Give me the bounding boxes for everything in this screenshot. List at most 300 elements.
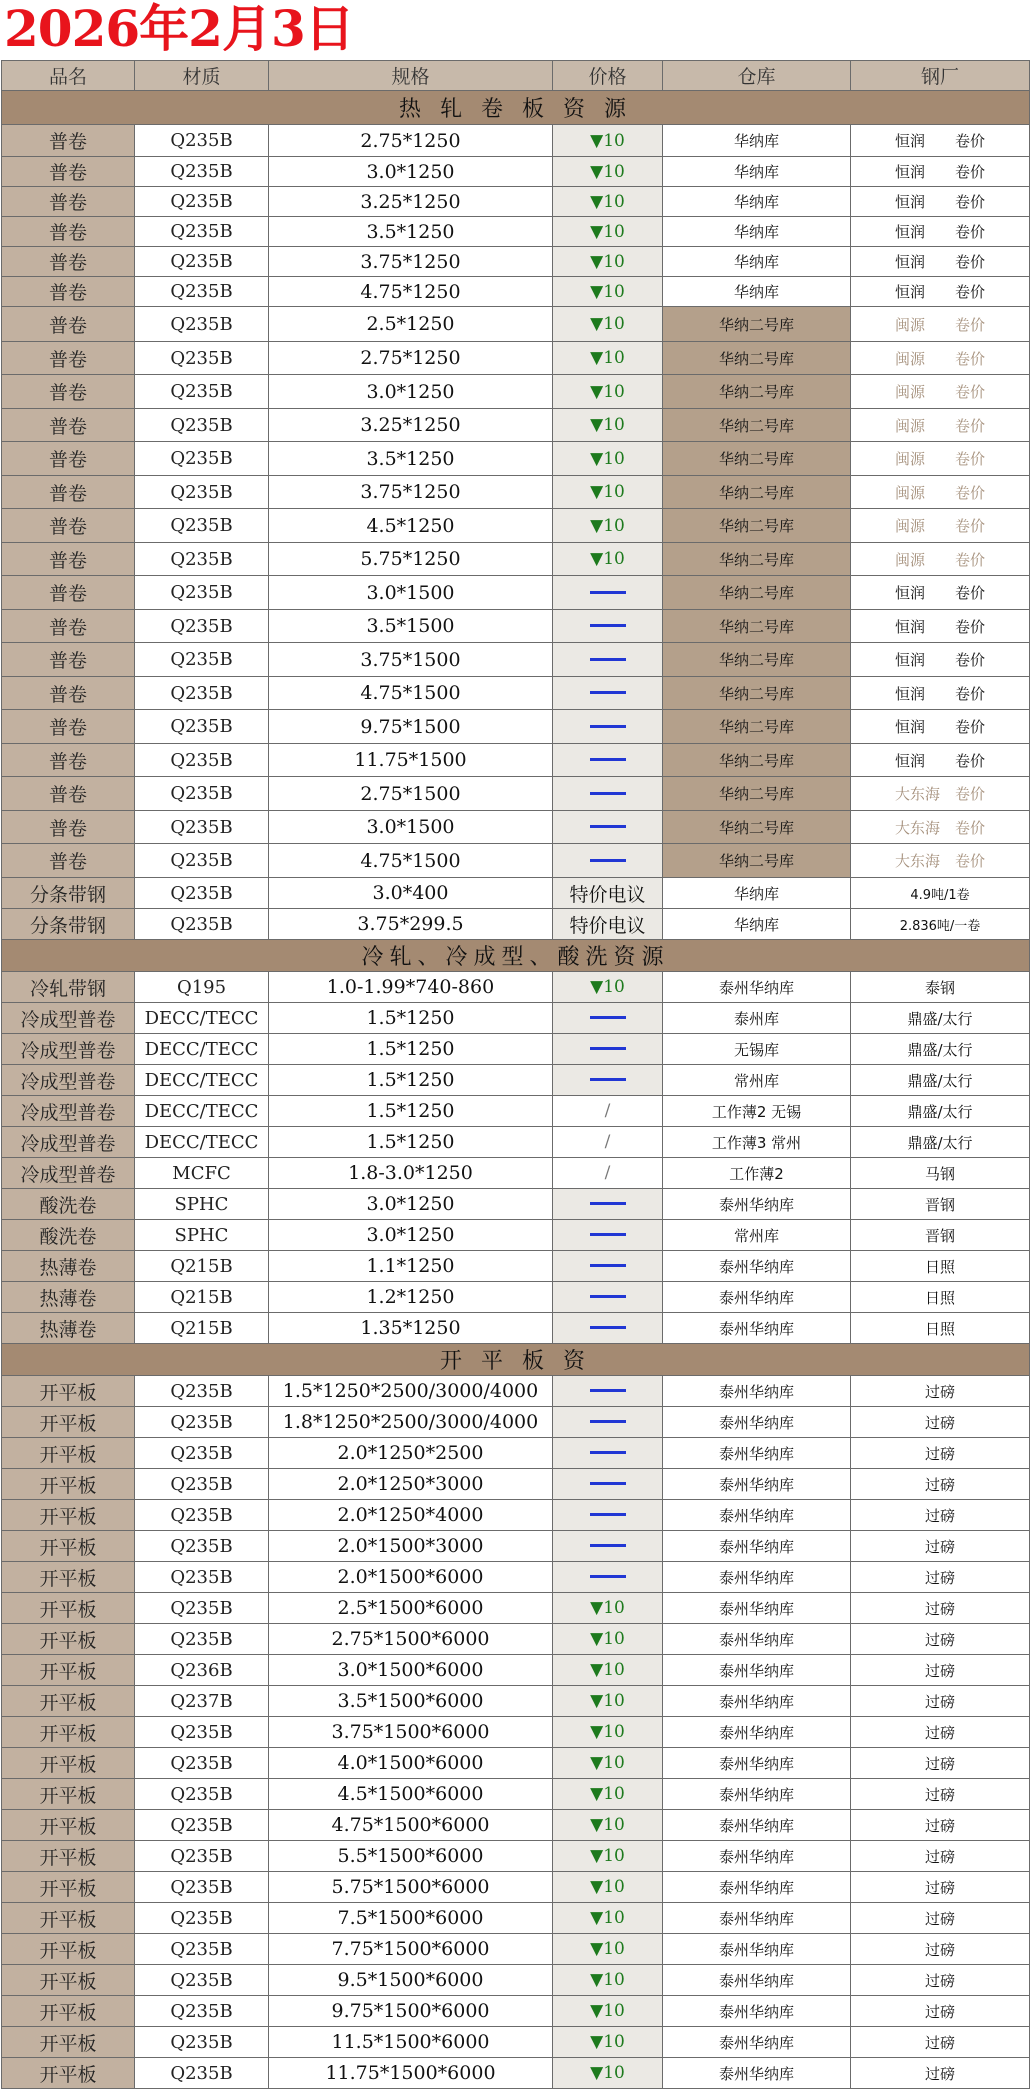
warehouse-cell: 泰州库 [663, 1003, 851, 1034]
warehouse-cell: 泰州华纳库 [663, 2058, 851, 2089]
table-row [2, 1003, 1030, 1034]
warehouse-cell: 泰州华纳库 [663, 1500, 851, 1531]
mill-cell: 恒润 卷价 [851, 247, 1030, 277]
warehouse-cell: 华纳库 [663, 187, 851, 217]
material-cell: Q235B [135, 1376, 269, 1407]
spec-cell: 1.35*1250 [269, 1313, 553, 1344]
material-cell: Q235B [135, 277, 269, 307]
table-row [2, 509, 1030, 543]
dash-icon [590, 825, 626, 828]
price-change: ▼10 [590, 281, 625, 302]
material-cell: SPHC [135, 1220, 269, 1251]
price-cell [553, 1376, 663, 1407]
product-name-cell: 冷成型普卷 [2, 1003, 135, 1034]
material-cell: Q235B [135, 1531, 269, 1562]
spec-cell: 4.0*1500*6000 [269, 1748, 553, 1779]
mill-cell: 恒润 卷价 [851, 744, 1030, 777]
product-name-cell: 分条带钢 [2, 909, 135, 940]
material-cell: Q235B [135, 1903, 269, 1934]
table-row [2, 543, 1030, 576]
dash-icon [590, 1575, 626, 1578]
material-cell: Q235B [135, 1841, 269, 1872]
product-name-cell: 酸洗卷 [2, 1220, 135, 1251]
price-cell [553, 1034, 663, 1065]
material-cell: Q235B [135, 543, 269, 576]
dash-icon [590, 691, 626, 694]
material-cell: Q235B [135, 342, 269, 375]
table-row [2, 1717, 1030, 1748]
warehouse-cell: 华纳库 [663, 277, 851, 307]
mill-cell: 闽源 卷价 [851, 509, 1030, 543]
warehouse-cell: 泰州华纳库 [663, 1282, 851, 1313]
product-name-cell: 分条带钢 [2, 878, 135, 909]
spec-cell: 7.5*1500*6000 [269, 1903, 553, 1934]
product-name-cell: 普卷 [2, 442, 135, 476]
price-slash: / [604, 1101, 611, 1121]
material-cell: Q235B [135, 1562, 269, 1593]
table-row [2, 1096, 1030, 1127]
product-name-cell: 普卷 [2, 677, 135, 710]
table-row [2, 744, 1030, 777]
material-cell: Q235B [135, 1748, 269, 1779]
warehouse-cell: 泰州华纳库 [663, 1376, 851, 1407]
price-change: ▼10 [590, 482, 625, 502]
price-cell [553, 1717, 663, 1748]
product-name-cell: 开平板 [2, 1624, 135, 1655]
mill-cell: 日照 [851, 1313, 1030, 1344]
price-cell [553, 157, 663, 187]
spec-cell: 9.75*1500*6000 [269, 1996, 553, 2027]
price-change: ▼10 [590, 549, 625, 569]
product-name-cell: 冷成型普卷 [2, 1158, 135, 1189]
table-row [2, 878, 1030, 909]
table-row [2, 1189, 1030, 1220]
warehouse-cell: 泰州华纳库 [663, 1313, 851, 1344]
section-title: 开 平 板 资 [2, 1344, 1030, 1376]
product-name-cell: 热薄卷 [2, 1282, 135, 1313]
mill-cell: 4.9吨/1卷 [851, 878, 1030, 909]
product-name-cell: 开平板 [2, 1407, 135, 1438]
section-header [2, 91, 1030, 125]
material-cell: Q235B [135, 1469, 269, 1500]
material-cell: Q235B [135, 409, 269, 442]
spec-cell: 3.0*1250 [269, 157, 553, 187]
spec-cell: 7.75*1500*6000 [269, 1934, 553, 1965]
spec-cell: 3.75*1250 [269, 247, 553, 277]
table-row [2, 125, 1030, 157]
mill-cell: 过磅 [851, 1717, 1030, 1748]
price-cell [553, 187, 663, 217]
product-name-cell: 普卷 [2, 125, 135, 157]
warehouse-cell: 泰州华纳库 [663, 1779, 851, 1810]
price-change: ▼10 [590, 161, 625, 182]
dash-icon [590, 1233, 626, 1236]
header-name: 品名 [2, 61, 135, 91]
price-cell [553, 1096, 663, 1127]
spec-cell: 4.75*1500 [269, 677, 553, 710]
spec-cell: 4.75*1250 [269, 277, 553, 307]
mill-cell: 恒润 卷价 [851, 157, 1030, 187]
spec-cell: 3.25*1250 [269, 187, 553, 217]
material-cell: Q235B [135, 1717, 269, 1748]
material-cell: DECC/TECC [135, 1127, 269, 1158]
price-change: ▼10 [590, 1753, 625, 1773]
product-name-cell: 普卷 [2, 643, 135, 677]
table-row [2, 1841, 1030, 1872]
product-name-cell: 开平板 [2, 1531, 135, 1562]
material-cell: Q235B [135, 375, 269, 409]
spec-cell: 9.5*1500*6000 [269, 1965, 553, 1996]
warehouse-cell: 华纳二号库 [663, 777, 851, 811]
product-name-cell: 开平板 [2, 1748, 135, 1779]
dash-icon [590, 792, 626, 795]
warehouse-cell: 华纳二号库 [663, 811, 851, 844]
price-change: ▼10 [590, 221, 625, 242]
material-cell: Q235B [135, 307, 269, 342]
warehouse-cell: 泰州华纳库 [663, 1189, 851, 1220]
price-cell [553, 1748, 663, 1779]
price-cell [553, 1562, 663, 1593]
material-cell: Q215B [135, 1282, 269, 1313]
mill-cell: 恒润 卷价 [851, 677, 1030, 710]
material-cell: Q235B [135, 610, 269, 643]
price-cell [553, 1065, 663, 1096]
warehouse-cell: 泰州华纳库 [663, 1841, 851, 1872]
price-cell [553, 543, 663, 576]
price-cell [553, 509, 663, 543]
dash-icon [590, 1326, 626, 1329]
product-name-cell: 开平板 [2, 1438, 135, 1469]
mill-cell: 日照 [851, 1251, 1030, 1282]
product-name-cell: 冷成型普卷 [2, 1096, 135, 1127]
price-cell [553, 1158, 663, 1189]
mill-cell: 恒润 卷价 [851, 187, 1030, 217]
material-cell: Q235B [135, 1810, 269, 1841]
table-row [2, 1686, 1030, 1717]
spec-cell: 1.5*1250 [269, 1065, 553, 1096]
dash-icon [590, 725, 626, 728]
table-row [2, 1376, 1030, 1407]
dash-icon [590, 624, 626, 627]
spec-cell: 2.0*1250*3000 [269, 1469, 553, 1500]
spec-cell: 1.5*1250 [269, 1096, 553, 1127]
warehouse-cell: 泰州华纳库 [663, 1872, 851, 1903]
table-row [2, 643, 1030, 677]
dash-icon [590, 758, 626, 761]
page-title: 2026年2月3日 [4, 0, 354, 58]
dash-icon [590, 658, 626, 661]
warehouse-cell: 华纳库 [663, 217, 851, 247]
table-row [2, 1313, 1030, 1344]
price-cell [553, 576, 663, 610]
warehouse-cell: 华纳库 [663, 157, 851, 187]
material-cell: Q235B [135, 844, 269, 878]
mill-cell: 闽源 卷价 [851, 442, 1030, 476]
warehouse-cell: 泰州华纳库 [663, 2027, 851, 2058]
price-change: ▼10 [590, 1629, 625, 1649]
spec-cell: 3.0*400 [269, 878, 553, 909]
material-cell: Q235B [135, 1593, 269, 1624]
warehouse-cell: 华纳二号库 [663, 576, 851, 610]
price-cell [553, 610, 663, 643]
product-name-cell: 开平板 [2, 1934, 135, 1965]
mill-cell: 鼎盛/太行 [851, 1127, 1030, 1158]
product-name-cell: 普卷 [2, 509, 135, 543]
dash-icon [590, 1389, 626, 1392]
spec-cell: 3.0*1500 [269, 811, 553, 844]
table-row [2, 1127, 1030, 1158]
spec-cell: 5.5*1500*6000 [269, 1841, 553, 1872]
mill-cell: 过磅 [851, 1562, 1030, 1593]
mill-cell: 过磅 [851, 1531, 1030, 1562]
spec-cell: 3.75*1500 [269, 643, 553, 677]
price-change: ▼10 [590, 1660, 625, 1680]
spec-cell: 4.5*1500*6000 [269, 1779, 553, 1810]
warehouse-cell: 泰州华纳库 [663, 1903, 851, 1934]
price-change: ▼10 [590, 1846, 625, 1866]
table-row [2, 1407, 1030, 1438]
spec-cell: 3.0*1250 [269, 1220, 553, 1251]
table-body [2, 91, 1030, 2089]
mill-cell: 闽源 卷价 [851, 342, 1030, 375]
price-cell [553, 643, 663, 677]
table-row [2, 277, 1030, 307]
section-header [2, 1344, 1030, 1376]
product-name-cell: 普卷 [2, 476, 135, 509]
material-cell: Q235B [135, 247, 269, 277]
mill-cell: 晋钢 [851, 1220, 1030, 1251]
mill-cell: 过磅 [851, 1469, 1030, 1500]
product-name-cell: 开平板 [2, 1686, 135, 1717]
price-change: ▼10 [590, 2063, 625, 2083]
spec-cell: 11.75*1500 [269, 744, 553, 777]
table-row [2, 610, 1030, 643]
mill-cell: 过磅 [851, 1655, 1030, 1686]
spec-cell: 3.5*1500 [269, 610, 553, 643]
dash-icon [590, 591, 626, 594]
product-name-cell: 普卷 [2, 744, 135, 777]
price-cell [553, 1655, 663, 1686]
material-cell: DECC/TECC [135, 1034, 269, 1065]
warehouse-cell: 常州库 [663, 1065, 851, 1096]
spec-cell: 1.5*1250 [269, 1127, 553, 1158]
spec-cell: 3.5*1500*6000 [269, 1686, 553, 1717]
mill-cell: 晋钢 [851, 1189, 1030, 1220]
spec-cell: 3.75*1250 [269, 476, 553, 509]
header-spec: 规格 [269, 61, 553, 91]
material-cell: Q235B [135, 1779, 269, 1810]
table-row [2, 2027, 1030, 2058]
product-name-cell: 开平板 [2, 1996, 135, 2027]
product-name-cell: 普卷 [2, 342, 135, 375]
price-cell [553, 1810, 663, 1841]
price-change: ▼10 [590, 348, 625, 368]
spec-cell: 2.75*1500 [269, 777, 553, 811]
product-name-cell: 普卷 [2, 610, 135, 643]
price-cell [553, 1841, 663, 1872]
table-row [2, 217, 1030, 247]
table-row [2, 1996, 1030, 2027]
warehouse-cell: 华纳二号库 [663, 643, 851, 677]
product-name-cell: 普卷 [2, 811, 135, 844]
product-name-cell: 普卷 [2, 217, 135, 247]
table-row [2, 777, 1030, 811]
mill-cell: 鼎盛/太行 [851, 1034, 1030, 1065]
material-cell: Q235B [135, 1996, 269, 2027]
spec-cell: 1.0-1.99*740-860 [269, 972, 553, 1003]
table-row [2, 1065, 1030, 1096]
spec-cell: 9.75*1500 [269, 710, 553, 744]
spec-cell: 2.0*1250*4000 [269, 1500, 553, 1531]
material-cell: DECC/TECC [135, 1003, 269, 1034]
price-cell [553, 1500, 663, 1531]
table-row [2, 1531, 1030, 1562]
mill-cell: 过磅 [851, 1965, 1030, 1996]
mill-cell: 过磅 [851, 1841, 1030, 1872]
warehouse-cell: 泰州华纳库 [663, 1717, 851, 1748]
material-cell: Q235B [135, 1500, 269, 1531]
spec-cell: 1.5*1250 [269, 1034, 553, 1065]
material-cell: Q235B [135, 125, 269, 157]
warehouse-cell: 工作薄3 常州 [663, 1127, 851, 1158]
material-cell: Q235B [135, 777, 269, 811]
spec-cell: 2.0*1250*2500 [269, 1438, 553, 1469]
mill-cell: 大东海 卷价 [851, 777, 1030, 811]
table-row [2, 1655, 1030, 1686]
table-row [2, 1500, 1030, 1531]
mill-cell: 泰钢 [851, 972, 1030, 1003]
table-row [2, 1220, 1030, 1251]
table-row [2, 844, 1030, 878]
table-row [2, 1872, 1030, 1903]
product-name-cell: 普卷 [2, 277, 135, 307]
product-name-cell: 开平板 [2, 1593, 135, 1624]
material-cell: MCFC [135, 1158, 269, 1189]
product-name-cell: 普卷 [2, 375, 135, 409]
mill-cell: 鼎盛/太行 [851, 1003, 1030, 1034]
price-cell [553, 677, 663, 710]
warehouse-cell: 华纳二号库 [663, 476, 851, 509]
price-change: ▼10 [590, 1598, 625, 1618]
warehouse-cell: 泰州华纳库 [663, 1531, 851, 1562]
price-change: ▼10 [590, 1784, 625, 1804]
material-cell: Q235B [135, 442, 269, 476]
product-name-cell: 开平板 [2, 1841, 135, 1872]
spec-cell: 2.0*1500*3000 [269, 1531, 553, 1562]
product-name-cell: 开平板 [2, 1376, 135, 1407]
product-name-cell: 普卷 [2, 187, 135, 217]
product-name-cell: 开平板 [2, 1779, 135, 1810]
product-name-cell: 普卷 [2, 777, 135, 811]
spec-cell: 3.0*1250 [269, 1189, 553, 1220]
mill-cell: 过磅 [851, 1624, 1030, 1655]
price-cell [553, 1407, 663, 1438]
price-slash: / [604, 1132, 611, 1152]
price-change: ▼10 [590, 1877, 625, 1897]
table-row [2, 972, 1030, 1003]
spec-cell: 2.75*1250 [269, 125, 553, 157]
mill-cell: 马钢 [851, 1158, 1030, 1189]
warehouse-cell: 华纳二号库 [663, 744, 851, 777]
warehouse-cell: 华纳二号库 [663, 710, 851, 744]
price-cell [553, 1469, 663, 1500]
warehouse-cell: 华纳二号库 [663, 342, 851, 375]
product-name-cell: 普卷 [2, 543, 135, 576]
mill-cell: 过磅 [851, 1779, 1030, 1810]
price-cell [553, 1251, 663, 1282]
warehouse-cell: 泰州华纳库 [663, 1810, 851, 1841]
price-cell [553, 811, 663, 844]
warehouse-cell: 无锡库 [663, 1034, 851, 1065]
product-name-cell: 开平板 [2, 1872, 135, 1903]
material-cell: Q235B [135, 2027, 269, 2058]
price-cell [553, 1438, 663, 1469]
price-cell [553, 1934, 663, 1965]
price-cell [553, 1872, 663, 1903]
warehouse-cell: 泰州华纳库 [663, 972, 851, 1003]
product-name-cell: 普卷 [2, 307, 135, 342]
warehouse-cell: 泰州华纳库 [663, 1686, 851, 1717]
mill-cell: 过磅 [851, 1810, 1030, 1841]
spec-cell: 1.5*1250 [269, 1003, 553, 1034]
warehouse-cell: 华纳库 [663, 878, 851, 909]
table-row [2, 1934, 1030, 1965]
warehouse-cell: 华纳库 [663, 125, 851, 157]
material-cell: Q235B [135, 1438, 269, 1469]
warehouse-cell: 华纳二号库 [663, 844, 851, 878]
spec-cell: 3.75*1500*6000 [269, 1717, 553, 1748]
price-change: ▼10 [590, 2032, 625, 2052]
table-row [2, 1624, 1030, 1655]
product-name-cell: 热薄卷 [2, 1313, 135, 1344]
mill-cell: 鼎盛/太行 [851, 1096, 1030, 1127]
table-row [2, 811, 1030, 844]
price-cell: 特价电议 [553, 909, 663, 940]
product-name-cell: 开平板 [2, 1500, 135, 1531]
material-cell: Q235B [135, 576, 269, 610]
warehouse-cell: 泰州华纳库 [663, 1965, 851, 1996]
table-row [2, 1903, 1030, 1934]
material-cell: Q235B [135, 217, 269, 247]
price-change: ▼10 [590, 381, 625, 402]
material-cell: Q235B [135, 1872, 269, 1903]
product-name-cell: 普卷 [2, 710, 135, 744]
product-name-cell: 开平板 [2, 1903, 135, 1934]
dash-icon [590, 1295, 626, 1298]
price-cell [553, 744, 663, 777]
price-cell [553, 1624, 663, 1655]
price-cell [553, 307, 663, 342]
product-name-cell: 普卷 [2, 157, 135, 187]
price-change: ▼10 [590, 1691, 625, 1711]
table-row [2, 1251, 1030, 1282]
mill-cell: 恒润 卷价 [851, 643, 1030, 677]
table-row [2, 710, 1030, 744]
spec-cell: 1.5*1250*2500/3000/4000 [269, 1376, 553, 1407]
dash-icon [590, 1047, 626, 1050]
spec-cell: 2.5*1250 [269, 307, 553, 342]
spec-cell: 2.5*1500*6000 [269, 1593, 553, 1624]
table-row [2, 476, 1030, 509]
price-change: ▼10 [590, 415, 625, 435]
mill-cell: 大东海 卷价 [851, 811, 1030, 844]
mill-cell: 鼎盛/太行 [851, 1065, 1030, 1096]
spec-cell: 1.8*1250*2500/3000/4000 [269, 1407, 553, 1438]
table-row [2, 1562, 1030, 1593]
warehouse-cell: 泰州华纳库 [663, 1251, 851, 1282]
price-slash: / [604, 1163, 611, 1183]
mill-cell: 闽源 卷价 [851, 375, 1030, 409]
